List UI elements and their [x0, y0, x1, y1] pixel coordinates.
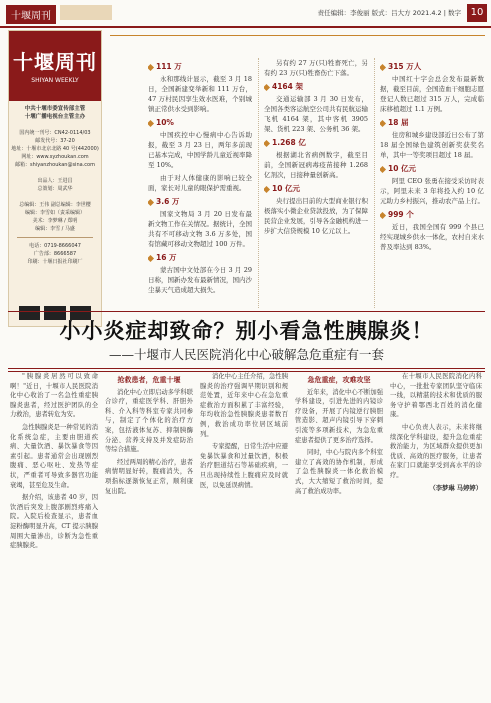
masthead-line: 编辑：李雪 / 马盛: [35, 226, 75, 232]
diamond-bullet-icon: [380, 211, 386, 218]
article-column-2: [105, 372, 193, 697]
news-item-text: 根据湖北省病例数字，截至目前，全国新冠病毒疫苗接种 1.268 亿剂次，日接种量创新高。: [264, 151, 368, 179]
diamond-bullet-icon: [264, 83, 270, 90]
news-column-3: [380, 58, 484, 308]
article-headline: 小小炎症却致命？别小看急性胰腺炎！: [59, 318, 434, 343]
article-paragraph: 近年来，消化中心不断加强学科建设，引进先进的内镜诊疗设备，开展了内镜逆行胰胆管造影、超声内镜引导下穿刺引流等多项新技术，为急危重症患者提供了更多治疗选择。: [295, 388, 383, 444]
diamond-bullet-icon: [148, 119, 154, 126]
news-item-heading: [380, 210, 484, 220]
article-column-4: [295, 372, 383, 697]
diamond-bullet-icon: [380, 165, 386, 172]
masthead-line: 邮箱：shiyanzhoukan@sina.com: [15, 162, 95, 168]
news-item-heading: [264, 82, 368, 92]
masthead-line: 中共十堰市委宣传部主管: [24, 106, 86, 112]
news-item-heading: [148, 62, 252, 72]
headline-top-rule: [8, 311, 485, 312]
article-paragraph: 消化中心主任介绍，急性胰腺炎的治疗强调早期识别和规范处置，近年来中心在急危重症救治方面积累了丰富经验，年均收治急性胰腺炎患者数百例，救治成功率位居区域前列。: [200, 373, 288, 438]
news-item-figure: 315 万人: [388, 62, 422, 71]
news-item-text: 永和那线计显示，截至 3 月 18 日，全国新建变举新和 111 万台，47 万村民因享生效水医难，个别城镇正常供水受到影响。: [148, 75, 252, 113]
news-item-text: 另有约 27 万(只)牲畜死亡，另有约 23 万(只)牲畜伤亡下落。: [264, 59, 368, 77]
news-item-text: 阿里 CEO 张勇在接受采访时表示，阿里未来 3 年将投入约 10 亿元助力乡村振兴，推动农产品上行。: [380, 177, 484, 205]
article-paragraph: 中心负责人表示，未来将继续深化学科建设，提升急危重症救治能力，为区域群众提供更加优质、高效的医疗服务，让患者在家门口就能享受到高水平的诊疗。: [390, 423, 482, 479]
news-item-heading: [264, 184, 368, 194]
masthead-line: 邮发代号：37-20: [35, 138, 75, 144]
article-paragraph: 在十堰市人民医院消化内科中心，一批批专家团队坚守临床一线，以精湛的技术和优质的服务守护着鄂西北百姓的消化健康。: [390, 373, 482, 419]
masthead-tel: 电话：0719-8666047: [29, 243, 81, 249]
column-divider-2: [374, 58, 375, 308]
masthead-line: 美术：李梦琳 / 郑明: [32, 218, 78, 224]
page-header: [0, 0, 491, 28]
diamond-bullet-icon: [264, 139, 270, 146]
masthead-line: [9, 193, 101, 201]
article-paragraph: 专家提醒，日常生活中应避免暴饮暴食和过量饮酒，积极治疗胆道结石等基础疾病，一旦出现持续性上腹痛应及时就医，以免延误病情。: [200, 443, 288, 489]
masthead-line: 总编辑：王伟 副总编辑：李世樱: [19, 202, 91, 208]
article-paragraph: "胰腺炎居然可以致命啊！"近日，十堰市人民医院消化中心收治了一名急性重症胰腺炎患者，经过医护团队的全力救治，患者转危为安。: [10, 373, 98, 419]
news-item-heading: [148, 253, 252, 263]
article-paragraph: 急性胰腺炎是一种常见的消化系统急症，主要由胆道疾病、大量饮酒、暴饮暴食等因素引起。患者通常会出现剧烈腹痛、恶心呕吐、发热等症状，严重者可导致多器官功能衰竭，甚至危及生命。: [10, 423, 98, 489]
masthead-line: 网址：www.syzhoukan.com: [21, 154, 89, 160]
masthead-line: 总策划：周武华: [37, 186, 73, 192]
diamond-bullet-icon: [148, 198, 154, 205]
news-item-figure: 999 个: [388, 210, 414, 219]
masthead-box: [8, 30, 102, 327]
diamond-bullet-icon: [380, 119, 386, 126]
news-item-figure: 10 亿元: [272, 184, 301, 193]
article-section-heading: 抢救患者，危重十堰: [117, 376, 181, 384]
news-item-figure: 18 届: [388, 118, 409, 127]
news-item-text: 中国红十字会总会发布最新数据，截至目前，全国造血干细胞志愿登记人数已超过 315 万人，完成临床移植超过 1.1 万例。: [380, 75, 484, 113]
news-item-figure: 3.6 万: [156, 197, 180, 206]
top-rule: [110, 35, 485, 55]
masthead-print: 印刷：十堰日报社印刷厂: [27, 259, 83, 265]
header-meta: 责任编辑：李俊丽 版式：吕大方 2021.4.2 | 数字: [317, 9, 461, 17]
news-item-text: 交通运输部 3 月 30 日发布，全国各类客运航空公司共有民航运输飞机 4164 架，其中客机 3905 架、货机 223 架、公务机 36 架。: [264, 95, 368, 133]
news-column-2: [264, 58, 368, 308]
masthead-ad: 广告部：8666587: [33, 251, 77, 257]
news-item-heading: [380, 164, 484, 174]
news-item-heading: [148, 118, 252, 128]
news-item-text: 央行提出目前的大型商业银行积极落实小微企业贷款投放，为了保障民营企业发展，引导各金融机构进一步扩大信贷规模 10 亿元以上。: [264, 197, 368, 235]
masthead-line: 十堰广播电视台主管主办: [24, 114, 86, 120]
masthead-line: 出品人：王进昌: [37, 178, 73, 184]
news-item-text: 蒙古国中文处部在今日 3 月 29 日称，国新办发布最新情况，国内沙尘暴天气造成超大损失。: [148, 266, 252, 294]
article-subhead: ——十堰市人民医院消化中心破解急危重症有一套: [108, 347, 384, 362]
masthead-line: [9, 169, 101, 177]
article-paragraph: 消化中心立即启动多学科联合诊疗，重症医学科、肝胆外科、介入科等科室专家共同参与，制定了个体化的治疗方案，包括液体复苏、抑制胰酶分泌、营养支持及并发症防治等综合措施。: [105, 388, 193, 454]
section-tag: 十堰周刊: [6, 5, 56, 24]
article-paragraph: 据介绍，该患者 40 岁，因饮酒后突发上腹部剧烈疼痛入院。入院后检查显示，患者血淀粉酶明显升高，CT 提示胰腺周围大量渗出，诊断为急性重症胰腺炎。: [10, 494, 98, 550]
news-item-figure: 10 亿元: [388, 164, 417, 173]
news-item-figure: 16 万: [156, 253, 177, 262]
diamond-bullet-icon: [264, 185, 270, 192]
diamond-bullet-icon: [148, 63, 154, 70]
news-item-figure: 111 万: [156, 62, 182, 71]
masthead-divider: [17, 237, 93, 238]
news-item-text: 中国疾控中心慢病中心告诉助报，截至 3 月 23 日，两年多前现已基本完成，中国学龄儿童近视率降至 10%。: [148, 131, 252, 169]
news-item-figure: 1.268 亿: [272, 138, 306, 147]
diamond-bullet-icon: [148, 254, 154, 261]
page-number: 10: [467, 4, 487, 22]
masthead-line: [9, 121, 101, 129]
news-item-figure: 4164 架: [272, 82, 303, 91]
news-item-text: 国家文物局 3 月 20 日发布最新文物工作在关情况。据统计，全国共有不可移动文物 3.6 万多处，国有馆藏可移动文物超过 100 万件。: [148, 210, 252, 248]
news-column-1: [148, 58, 252, 308]
section-banner-image: [60, 5, 112, 20]
masthead-line: 编辑：李雪如（责采编辑）: [24, 210, 85, 216]
news-item-heading: [148, 197, 252, 207]
news-item-heading: [380, 62, 484, 72]
masthead-title: 十堰周刊: [13, 50, 97, 74]
article-column-3: [200, 372, 288, 697]
news-item-heading: [264, 138, 368, 148]
masthead-subtitle: SHIYAN WEEKLY: [31, 77, 79, 84]
news-item-text: 近日，我国全国有 999 个县已经实现城乡供水一体化，农村自来水普及率达到 83%。: [380, 223, 484, 251]
article-column-1: [10, 372, 98, 697]
article-column-5: [390, 372, 482, 697]
news-item-figure: 10%: [156, 118, 174, 127]
masthead-line: 地址：十堰市北京北路 40 号(442000): [11, 146, 99, 152]
article-paragraph: 经过两周的精心治疗，患者病情明显好转，腹痛消失，各项指标逐渐恢复正常，顺利康复出院。: [105, 458, 193, 495]
masthead-banner: [9, 31, 101, 101]
news-item-heading: [380, 118, 484, 128]
article-paragraph: 同时，中心与院内多个科室建立了高效的协作机制，形成了急性胰腺炎一体化救治模式，大大缩短了救治时间，提高了救治成功率。: [295, 449, 383, 495]
masthead-line: 国内统一刊号：CN42-0114/03: [19, 130, 91, 136]
article-section-heading: 急危重症，攻难攻坚: [307, 376, 371, 384]
diamond-bullet-icon: [380, 63, 386, 70]
column-divider-1: [258, 58, 259, 308]
masthead-info: [9, 101, 101, 233]
news-item-text: 住房和城乡建设部近日公布了第 18 届全国绿色建筑创新奖获奖名单，其中一等奖项目超过 18 届。: [380, 131, 484, 159]
news-item-text: 由于对人体健康的影响已较全面，家长对儿童的眼保护需重视。: [148, 174, 252, 192]
article-byline: （李梦琳 马婷婷）: [429, 484, 482, 492]
